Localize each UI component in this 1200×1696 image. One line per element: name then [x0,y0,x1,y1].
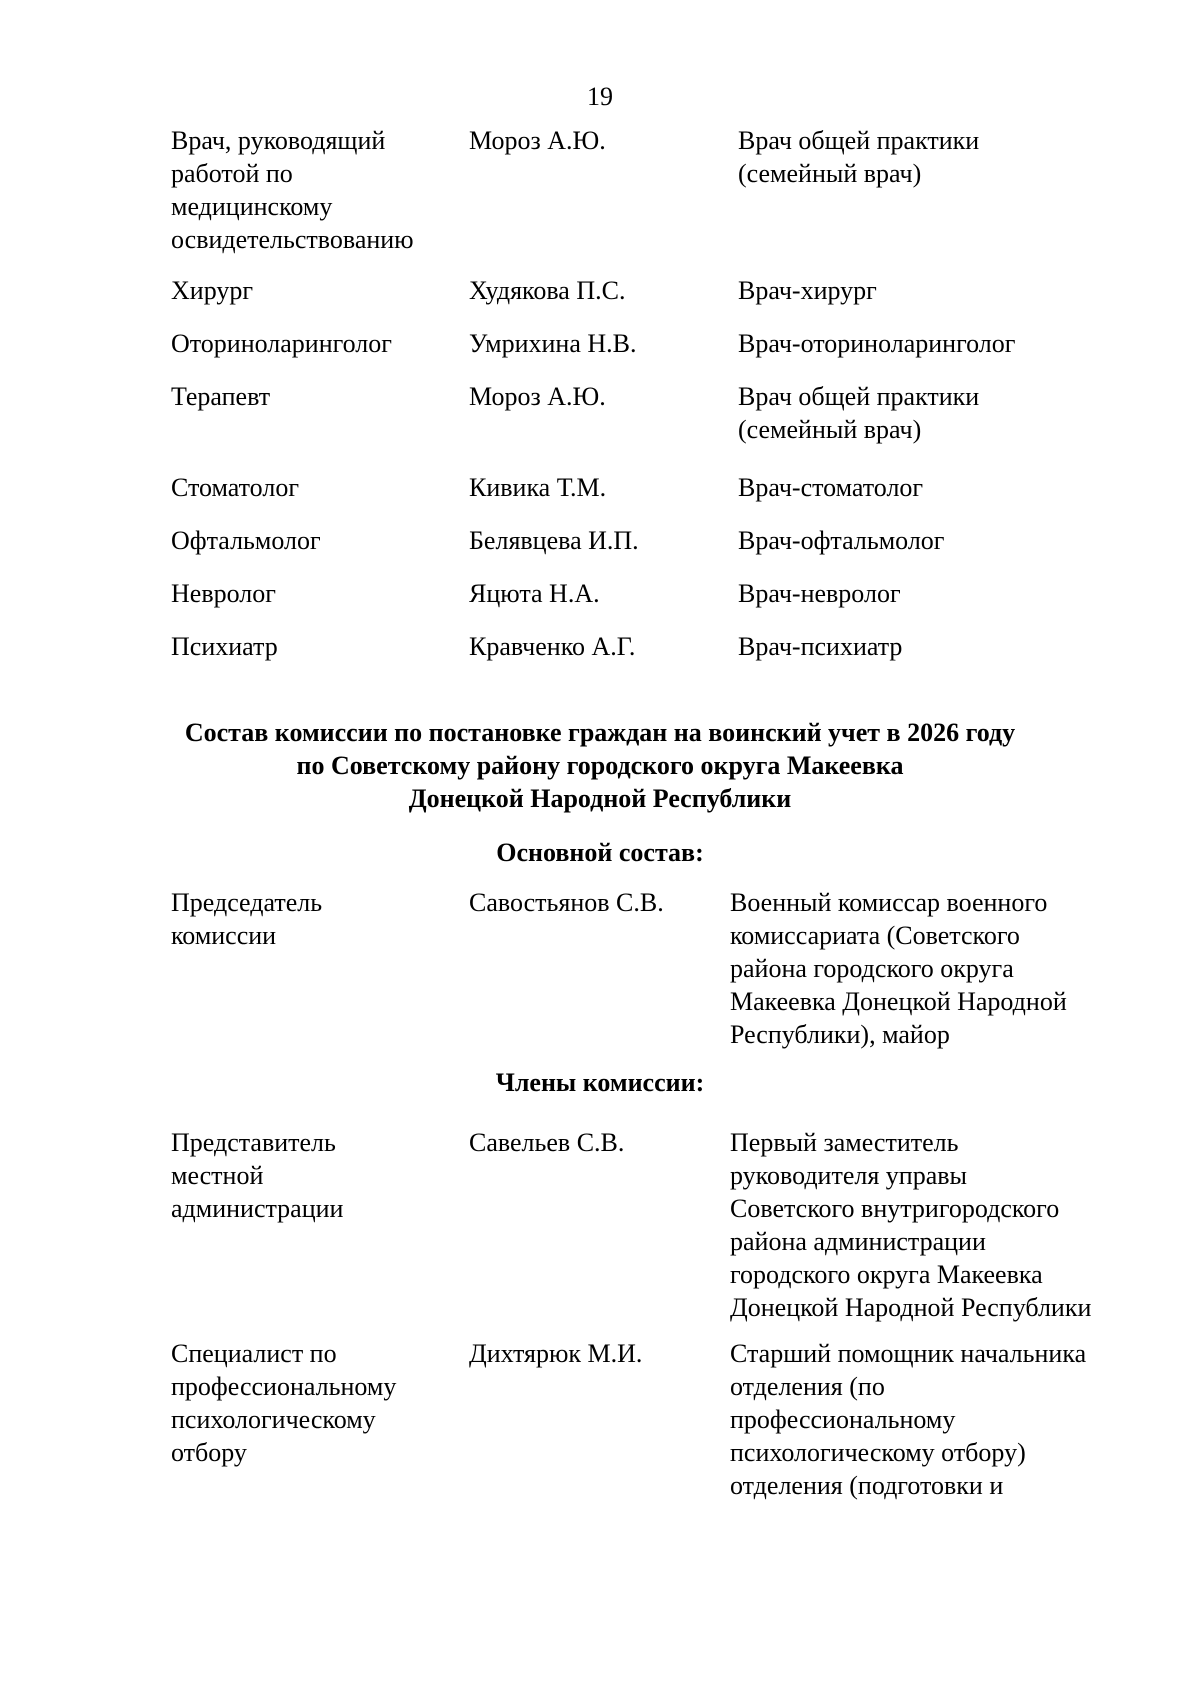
position-cell [738,630,1178,663]
role-line: Оториноларинголог [171,329,392,358]
position-line: района администрации [730,1227,986,1256]
name-cell: Савельев С.В. [469,1128,625,1157]
name-cell: Кравченко А.Г. [469,632,636,661]
role-line: администрации [171,1194,344,1223]
role-line: Стоматолог [171,473,299,502]
position-cell [730,1126,1150,1324]
role-line: медицинскому [171,192,333,221]
section-title-line: Донецкой Народной Республики [408,784,792,813]
position-line: Макеевка Донецкой Народной [730,987,1067,1016]
name-cell: Мороз А.Ю. [469,382,606,411]
role-cell [171,380,461,413]
position-line: Врач-хирург [738,276,877,305]
position-line: (семейный врач) [738,159,922,188]
position-line: Врач-офтальмолог [738,526,945,555]
name-cell: Мороз А.Ю. [469,126,606,155]
role-cell [171,124,461,256]
position-cell [738,380,1178,446]
position-line: Военный комиссар военного [730,888,1048,917]
role-line: профессиональному [171,1372,397,1401]
position-line: психологическому отбору) [730,1438,1026,1467]
position-cell [738,471,1178,504]
name-cell: Савостьянов С.В. [469,888,664,917]
position-cell [738,124,1178,190]
position-line: отделения (подготовки и [730,1471,1004,1500]
role-line: Представитель [171,1128,336,1157]
position-line: Республики), майор [730,1020,950,1049]
section-title [0,716,1200,815]
position-cell [730,886,1150,1051]
role-cell [171,327,461,360]
role-line: отбору [171,1438,247,1467]
role-line: комиссии [171,921,277,950]
position-line: отделения (по [730,1372,885,1401]
position-cell [738,327,1178,360]
position-cell [738,274,1178,307]
name-cell: Кивика Т.М. [469,473,607,502]
position-line: городского округа Макеевка [730,1260,1043,1289]
position-line: Старший помощник начальника [730,1339,1087,1368]
position-line: комиссариата (Советского [730,921,1020,950]
position-cell [738,524,1178,557]
role-cell [171,577,461,610]
role-line: Хирург [171,276,254,305]
position-line: Врач-оториноларинголог [738,329,1016,358]
role-cell [171,471,461,504]
name-cell: Худякова П.С. [469,276,626,305]
position-line: руководителя управы [730,1161,967,1190]
position-line: Врач общей практики [738,126,980,155]
position-line: (семейный врач) [738,415,922,444]
members-heading: Члены комиссии: [495,1068,705,1097]
name-cell: Дихтярюк М.И. [469,1339,643,1368]
role-line: Врач, руководящий [171,126,386,155]
section-title-line: по Советскому району городского округа Макеевка [296,751,904,780]
position-line: Врач общей практики [738,382,980,411]
role-cell [171,886,461,952]
position-line: Первый заместитель [730,1128,959,1157]
role-line: Офтальмолог [171,526,321,555]
position-line: Советского внутригородского [730,1194,1060,1223]
role-cell [171,524,461,557]
role-line: Психиатр [171,632,278,661]
page-number: 19 [587,82,613,111]
position-line: Донецкой Народной Республики [730,1293,1092,1322]
role-line: освидетельствованию [171,225,414,254]
position-cell [730,1337,1150,1502]
section-title-line: Состав комиссии по постановке граждан на воинский учет в 2026 году [184,718,1016,747]
name-cell: Умрихина Н.В. [469,329,637,358]
role-line: местной [171,1161,264,1190]
role-line: психологическому [171,1405,376,1434]
role-cell [171,1126,461,1225]
position-line: профессиональному [730,1405,956,1434]
role-cell [171,630,461,663]
role-line: Председатель [171,888,323,917]
role-line: Специалист по [171,1339,337,1368]
position-line: Врач-стоматолог [738,473,924,502]
position-line: Врач-невролог [738,579,901,608]
position-line: района городского округа [730,954,1014,983]
role-line: Терапевт [171,382,271,411]
role-cell [171,1337,461,1469]
position-cell [738,577,1178,610]
role-line: Невролог [171,579,276,608]
role-cell [171,274,461,307]
role-line: работой по [171,159,293,188]
main-composition-heading: Основной состав: [496,838,704,867]
position-line: Врач-психиатр [738,632,903,661]
name-cell: Яцюта Н.А. [469,579,600,608]
name-cell: Белявцева И.П. [469,526,639,555]
